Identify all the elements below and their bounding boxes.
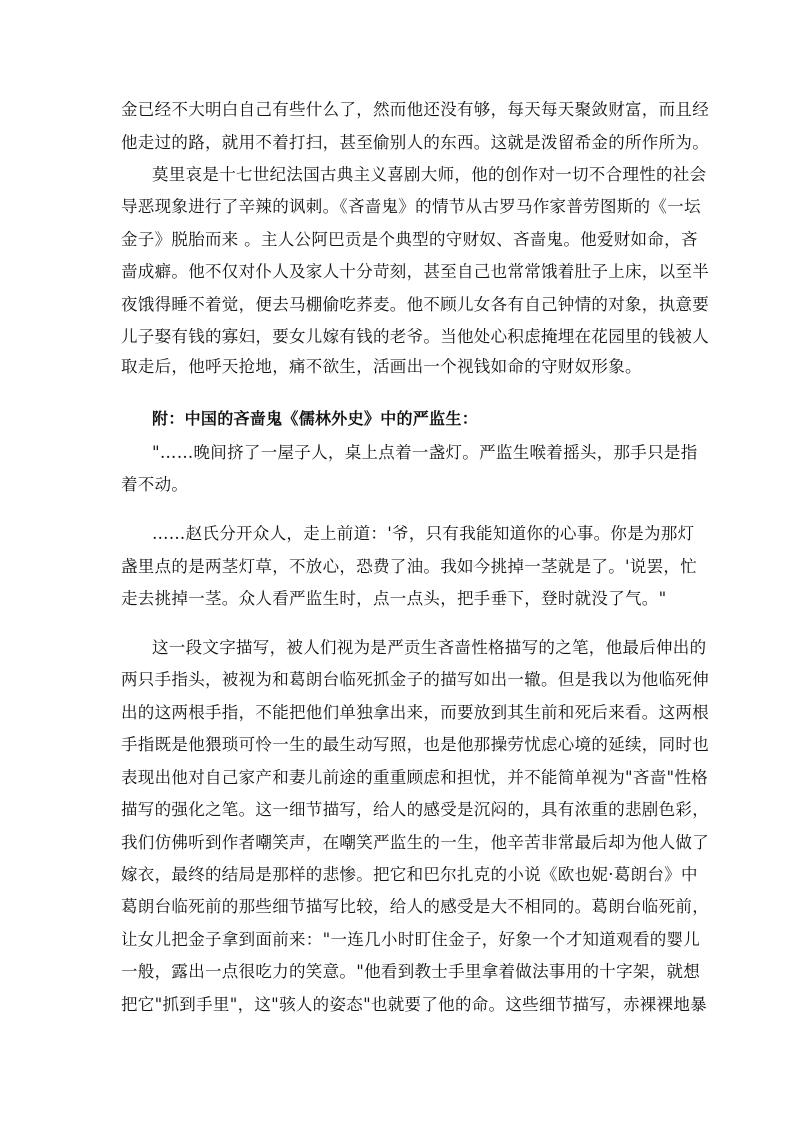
- paragraph-3-line-12: 把它"抓到手里"，这"骇人的姿态"也就要了他的命。这些细节描写，赤裸裸地暴: [121, 995, 707, 1014]
- paragraph-3-line-1: 这一段文字描写，被人们视为是严贡生吝啬性格描写的之笔，他最后伸出的: [152, 638, 707, 657]
- quote-2-line-3: 走去挑掉一茎。众人看严监生时，点一点头，把手垂下，登时就没了气。": [121, 589, 667, 608]
- paragraph-3-line-6: 描写的强化之笔。这一细节描写，给人的感受是沉闷的，具有浓重的悲剧色彩，: [121, 800, 709, 819]
- paragraph-3-line-5: 表现出他对自己家产和妻儿前途的重重顾虑和担忧，并不能简单视为"吝啬"性格: [121, 768, 708, 787]
- paragraph-3-line-8: 嫁衣，最终的结局是那样的悲惨。把它和巴尔扎克的小说《欧也妮·葛朗台》中: [121, 865, 698, 884]
- quote-2-line-1: ……赵氏分开众人，走上前道：'爷，只有我能知道你的心事。你是为那灯: [152, 524, 695, 543]
- paragraph-3-line-10: 让女儿把金子拿到面前来："一连几小时盯住金子，好象一个才知道观看的婴儿: [121, 930, 701, 949]
- paragraph-2-line-3: 金子》脱胎而来 。主人公阿巴贡是个典型的守财奴、吝啬鬼。他爱财如命，吝: [121, 230, 698, 249]
- paragraph-2-line-5: 夜饿得睡不着觉，便去马棚偷吃荞麦。他不顾儿女各有自己钟情的对象，执意要: [121, 295, 709, 314]
- paragraph-1-line-1: 金已经不大明白自己有些什么了，然而他还没有够，每天每天聚敛财富，而且经: [121, 100, 709, 119]
- quote-2-line-2: 盏里点的是两茎灯草，不放心，恐费了油。我如今挑掉一茎就是了。'说罢，忙: [121, 557, 698, 576]
- paragraph-2-line-4: 啬成癖。他不仅对仆人及家人十分苛刻，甚至自己也常常饿着肚子上床，以至半: [121, 262, 709, 281]
- paragraph-3-line-7: 我们仿佛听到作者嘲笑声，在嘲笑严监生的一生，他辛苦非常最后却为他人做了: [121, 833, 709, 852]
- paragraph-2-line-2: 导恶现象进行了辛辣的讽刺。《吝啬鬼》的情节从古罗马作家普劳图斯的《一坛: [121, 197, 701, 216]
- section-heading: 附：中国的吝啬鬼《儒林外史》中的严监生：: [152, 409, 479, 428]
- paragraph-1-line-2: 他走过的路，就用不着打扫，甚至偷别人的东西。这就是泼留希金的所作所为。: [121, 133, 709, 152]
- paragraph-3-line-2: 两只手指头，被视为和葛朗台临死抓金子的描写如出一辙。但是我以为他临死伸: [121, 670, 709, 689]
- paragraph-3-line-11: 一般，露出一点很吃力的笑意。"他看到教士手里拿着做法事用的十字架，就想: [121, 962, 701, 981]
- paragraph-3-line-9: 葛朗台临死前的那些细节描写比较，给人的感受是大不相同的。葛朗台临死前，: [121, 897, 709, 916]
- paragraph-2-line-6: 儿子娶有钱的寡妇，要女儿嫁有钱的老爷。当他处心积虑掩埋在花园里的钱被人: [121, 327, 709, 346]
- paragraph-3-line-4: 手指既是他猥琐可怜一生的最生动写照，也是他那操劳忧虑心境的延续，同时也: [121, 735, 709, 754]
- quote-1-line-1: "……晚间挤了一屋子人，桌上点着一盏灯。严监生喉着摇头，那手只是指: [152, 443, 698, 462]
- paragraph-2-line-7: 取走后，他呼天抢地，痛不欲生，活画出一个视钱如命的守财奴形象。: [121, 357, 642, 376]
- paragraph-3-line-3: 出的这两根手指，不能把他们单独拿出来，而要放到其生前和死后来看。这两根: [121, 703, 709, 722]
- quote-1-line-2: 着不动。: [121, 475, 189, 494]
- paragraph-2-line-1: 莫里哀是十七世纪法国古典主义喜剧大师，他的创作对一切不合理性的社会: [152, 165, 707, 184]
